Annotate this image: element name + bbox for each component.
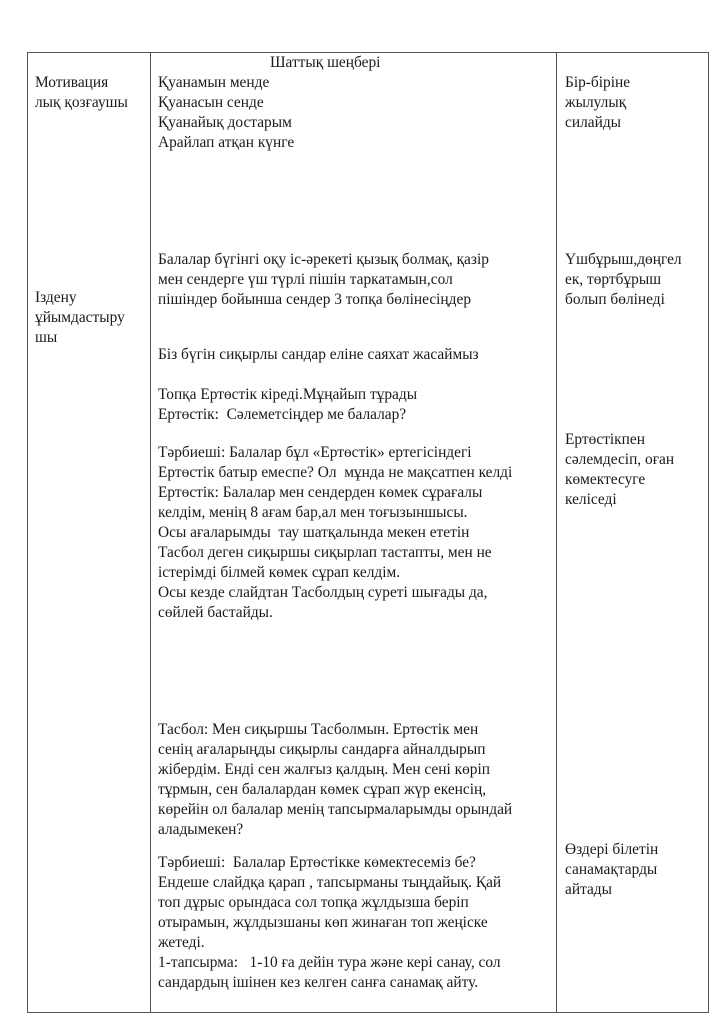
teacher-activity-text: Ендеше слайдқа қарап , тапсырманы тыңдайық. Қай: [158, 874, 502, 891]
teacher-activity-text: Қуанасын сенде: [158, 94, 264, 111]
teacher-activity-text: Біз бүгін сиқырлы сандар еліне саяхат жасаймыз: [158, 346, 479, 363]
children-activity-text: ек, төртбұрыш: [565, 271, 662, 288]
children-activity-text: сәлемдесіп, оған: [565, 451, 675, 468]
teacher-activity-text: Қуанайық достарым: [158, 114, 292, 131]
teacher-activity-text: тұрмын, сен балалардан көмек сұрап жүр екенсің,: [158, 781, 487, 798]
teacher-activity-text: пішіндер бойынша сендер 3 топқа бөлінесіңдер: [158, 291, 472, 308]
teacher-activity-text: істерімді білмей көмек сұрап келдім.: [158, 564, 401, 581]
children-activity-text: жылулық: [565, 94, 627, 111]
teacher-activity-text: Қуанамын менде: [158, 74, 270, 91]
teacher-activity-text: Осы кезде слайдтан Тасболдың суреті шығады да,: [158, 584, 488, 601]
stage-label: Іздену: [35, 289, 77, 306]
teacher-activity-text: сандардың ішінен кез келген санға санамақ айту.: [158, 974, 479, 991]
children-activity-text: көмектесуге: [565, 471, 646, 488]
children-activity-text: Өздері білетін: [565, 841, 659, 858]
stage-label: лық қозғаушы: [35, 94, 128, 111]
children-activity-text: Ертөстікпен: [565, 431, 645, 448]
teacher-activity-text: топ дұрыс орындаса сол топқа жұлдызша беріп: [158, 894, 469, 911]
children-activity-text: болып бөлінеді: [565, 291, 665, 308]
teacher-activity-text: Ертөстік батыр емеспе? Ол мұнда не мақсатпен келді: [158, 464, 513, 481]
teacher-activity-text: 1-тапсырма: 1-10 ға дейін тура және кері санау, сол: [158, 954, 501, 971]
stage-label: Мотивация: [35, 74, 109, 91]
teacher-activity-text: сенің ағаларыңды сиқырлы сандарға айналдырып: [158, 741, 486, 758]
teacher-activity-text: Топқа Ертөстік кіреді.Мұңайып тұрады: [158, 386, 418, 403]
teacher-activity-text: жібердім. Енді сен жалғыз қалдың. Мен сені көріп: [158, 761, 491, 778]
children-activity-text: айтады: [565, 881, 612, 898]
teacher-activity-text: Тәрбиеші: Балалар Ертөстікке көмектесеміз бе?: [158, 854, 476, 871]
children-activity-text: санамақтарды: [565, 861, 658, 878]
stage-label: ұйымдастыру: [35, 309, 125, 326]
children-activity-text: Бір-біріне: [565, 74, 631, 91]
children-activity-text: Үшбұрыш,дөңгел: [565, 251, 682, 268]
teacher-activity-text: Осы ағаларымды тау шатқалында мекен ететін: [158, 524, 470, 541]
teacher-activity-text: отырамын, жұлдызшаны көп жинаған топ жеңіске: [158, 914, 488, 931]
column-divider: [556, 53, 557, 1012]
teacher-activity-text: Балалар бүгінгі оқу іс-әрекеті қызық болмақ, қазір: [158, 251, 489, 268]
teacher-activity-text: сөйлей бастайды.: [158, 604, 273, 621]
teacher-activity-text: мен сендерге үш түрлі пішін таркатамын,сол: [158, 271, 453, 288]
teacher-activity-text: Тасбол: Мен сиқыршы Тасболмын. Ертөстік мен: [158, 721, 479, 738]
teacher-activity-text: Ертөстік: Сәлеметсіңдер ме балалар?: [158, 406, 407, 423]
children-activity-text: келіседі: [565, 491, 617, 508]
teacher-activity-text: Тәрбиеші: Балалар бұл «Ертөстік» ертегісіндегі: [158, 444, 472, 461]
children-activity-text: силайды: [565, 114, 621, 131]
teacher-activity-text: аладымекен?: [158, 821, 244, 838]
teacher-activity-text: Ертөстік: Балалар мен сендерден көмек сұрағалы: [158, 484, 483, 501]
column-divider: [150, 53, 151, 1012]
section-heading: Шаттық шеңбері: [270, 54, 381, 71]
teacher-activity-text: Тасбол деген сиқыршы сиқырлап тастапты, мен не: [158, 544, 492, 561]
teacher-activity-text: көрейін ол балалар менің тапсырмаларымды орындай: [158, 801, 513, 818]
stage-label: шы: [35, 329, 58, 346]
teacher-activity-text: Арайлап атқан күнге: [158, 134, 295, 151]
teacher-activity-text: келдім, менің 8 ағам бар,ал мен тоғызыншысы.: [158, 504, 468, 521]
teacher-activity-text: жетеді.: [158, 934, 205, 951]
